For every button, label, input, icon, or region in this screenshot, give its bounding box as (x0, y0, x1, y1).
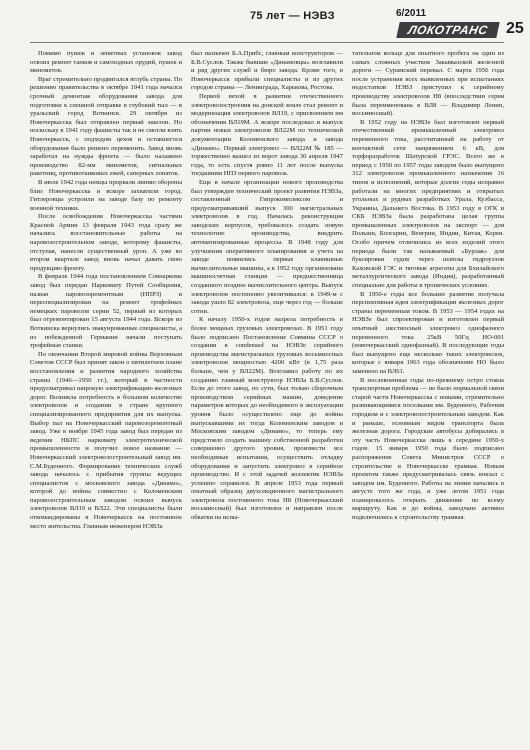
page-header (30, 6, 524, 48)
paragraph: Враг стремительно продвигался вглубь страны. По решению правительства в октябре 1941 года начался срочный демонтаж оборудования завода для подготовки к спешной отправке в глубокий тыл — в уральский город Воткинск. 29 октября из Новочеркасска был отправлен первый эшелон. Но поскольку в 1941 году фашисты так и не смогли взять Новочеркасск, с подходом цехов и оставшегося оборудования было решено переменить. Завод вновь заработал на нужды фронта — было налажено производство 82-мм минометов, сигнальных ракетниц, противотанковых ежей, саперных лопаток. (30, 75, 182, 178)
issue-number: 6/2011 (396, 8, 427, 19)
paragraph: К началу 1950-х годов назрела потребность в более мощных грузовых электровозах. В 1951 году было подписано Постановление Совмина СССР о создании в condensed на НЭВЗе серийного производства магистральных грузовых восьмиосных электровозов мощностью 4200 кВт (в 1,75 раза больше, чем у ВЛ22М). Возглавил работу по их созданию главный конструктор НЭВЗа Б.В.Суслов. Если до этого завод, по сути, был только сборочным производством серийных машин, доведение параметров которых до необходимого в эксплуатации уровня было осуществлено еще до войны выпускавшими их тогда Коломенским заводом и Московским заводом «Динамо», то теперь ему предстояло создать машину собственной разработки совершенно другого уровня, произвести все необходимые испытания, осуществить отладку оборудования и запустить электровоз в серийное производство. И с этой задачей коллектив НЭВЗа успешно справился. В апреле 1953 года первый опытный образец двухсекционного магистрального электровоза постоянного тока Н8 (Новочеркасский восьмиосный) был изготовлен и направлен после обкатки на испы- (191, 316, 343, 522)
paragraph: тательном кольце для опытного пробега на один из самых сложных участков Закавказской железной дороги — Сурамский перевал. С марта 1956 года после устранения всех выявленных при испытаниях недостатков НЭВЗ приступил к серийному производству электровозов Н8 (впоследствии серия была переименована в ВЛ8 — Владимир Ленин, восьмиосный). (352, 50, 504, 118)
paragraph: После освобождения Новочеркасска частями Красной Армии 13 февраля 1943 года сразу же начались восстановительные работы на паровозостроительном заводе, которому фашисты, отступая, нанесли существенный урон. А уже во втором квартале завод вновь начал давать свою продукцию фронту. (30, 213, 182, 272)
magazine-logo: ЛОКОТРАНС (396, 22, 499, 38)
running-title: 75 лет — НЭВЗ (250, 10, 335, 22)
paragraph: Еще в начале организации нового производства был утвержден технический проект развития НЭВЗа, составленный Гипрокомплексом и предусматривавший выпуск 300 магистральных электровозов в год. Началась реконструкция заводских корпусов, требовалось создать новую технологию производства, внедрить автоматизированные процессы. В 1948 году для улучшения оперативного планирования и учета на заводе появились первые клавишные вычислительные машины, а в 1952 году организована машиносчетная станция — предшественница созданного позднее вычислительного центра. Выпуск электровозов постепенно увеличивался: в 1949-м с завода ушло 82 электровоза, еще через год — больше сотни. (191, 178, 343, 315)
page-number: 25 (506, 20, 524, 37)
paragraph: В 1950-е годы все большее развитие получала перспективная идея электрификации железных дорог страны переменным током. В 1953 — 1954 годах на НЭВЗе был спроектирован и изготовлен первый опытный шестиосный электровоз однофазного переменного тока 25кВ 50Гц НО-001 (новочеркасский однофазный). В последующие годы был выпущено еще несколько таких электровозов, которые с января 1963 года обозначение НО было заменено на ВЛ61. (352, 290, 504, 375)
paragraph: был назначен Б.А.Прибс, главным конструктором — Б.В.Суслов. Также бывшие «Динамовцы» возглавили и ряд других служб и бюро завода. Кроме того, в Новочеркасск прибыли специалисты и из других городов страны — Ленинграда, Харькова, Ростова. (191, 50, 343, 92)
column-1 (30, 50, 182, 742)
paragraph: В июле 1942 года немцы прорвали линию обороны близ Новочеркасска и вскоре захватили город. Гитлеровцы устроили на заводе базу по ремонту военной техники. (30, 178, 182, 212)
paragraph: Помимо пушек и зенитных установок завод освоил ремонт танков и самоходных орудий, пушек и минометов. (30, 50, 182, 75)
paragraph: Первой вехой в развитии отечественного электровозостроения на донской земле стал ремонт и модернизация электровозов ВЛ19, с присвоением им обозначения ВЛ19М. А вскоре последовал и выпуск партии новых электровозов ВЛ22М по технической документации Коломенского завода и завода «Динамо». Первый электровоз — ВЛ22М № 185 — торжественно вышел из ворот завода 30 апреля 1947 года, то есть спустя ровно 11 лет после выпуска тогдашним НПЗ первого паровоза. (191, 92, 343, 178)
paragraph: В 1952 году на НЭВЗе был изготовлен первый отечественный промышленный электровоз переменного тока, рассчитанный на работу от контактной сети напряжением 6 кВ, для торфоразработок Шатурской ГРЭС. Всего же в период с 1950 по 1957 годы заводом было выпущено 312 электровозов промышленного назначения 16 типов и исполнений, которые долгие годы исправно работали на многих предприятиях и открытых угольных и рудных разработках Урала, Кузбасса, Украины, Дальнего Востока. В 1953 году в ОГК и СКБ НЭВЗа была разработана целая группа промышленных электровозов на экспорт — для Польши, Болгарии, Венгрии, Индии, Китая, Кореи. Особо причем отличились из всех изделий этого периода были так называемый «Бурлак» для буксировки судов через шлюзы гидроузлов Каховской ГЭС и тяговые агрегаты для Бхилайского металлургического завода (Индия), разработанный специально для работы в тропических условиях. (352, 118, 504, 290)
header-divider (30, 42, 504, 43)
column-2 (191, 50, 343, 742)
paragraph: В послевоенные годы по-прежнему остро стояла транспортная проблема — не было нормальной связи старой части Новочеркасска с новыми, стремительно развивающимися поселками им. Буденного, Рабочим городком и с электровозостроительным заводом. Как и раньше, основным видом транспорта была железная дорога. Городские автобусы добирались в эту часть Новочеркасска лишь к середине 1950-х годов. 15 января 1950 года было подписано распоряжение Совета Министров СССР о строительстве в Новочеркасске трамвая. Новым проектом также предусматривалась связь вокзал с заводом им. Буденного. Работы на линии начались в августе того же года, и уже летом 1951 года планировалось открыть движение по всему маршруту. Как и до войны, заводчане активно подключились к строительству трамвая. (352, 376, 504, 522)
paragraph: В феврале 1944 года постановлением Совнаркома завод был передан Наркомату Путей Сообщения, назван паровозоремонтным (НПРЗ) и переспециализирован на ремонт трофейных немецких паровозов серии 52, первый из которых был отремонтирован 15 августа 1944 года. Вскоре из Воткинска вернулись эвакуированные специалисты, а из побежденной Германии начали поступать трофейные станки. (30, 273, 182, 350)
paragraph: По окончании Второй мировой войны Верховным Советом СССР был принят закон о пятилетнем плане восстановления и развития народного хозяйства страны (1946—1950 гг.), который в частности предусматривал широкую электрификацию железных дорог. Возникла потребность в большом количестве электровозов и создании в стране крупного специализированного предприятия для их выпуска. Выбор пал на Новочеркасский паровозоремонтный завод. Уже в ноябре 1945 года завод был передан из ведения НКПС наркомату электротехнической промышленности и получил новое название — Новочеркасский электровозостроительный завод им. С.М.Буденного. Формирование технических служб завода началось с прибытия группы ведущих специалистов с московского завода «Динамо», которой до войны совместно с Коломенским паровозостроительным заводом освоил выпуск электровозов ВЛ19 и ВЛ22. Эти специалисты были откомандированы в Новочеркасск на постоянное место жительства. Главным инженером НЭВЗа (30, 350, 182, 530)
column-3 (352, 50, 504, 742)
article-columns (30, 50, 504, 742)
